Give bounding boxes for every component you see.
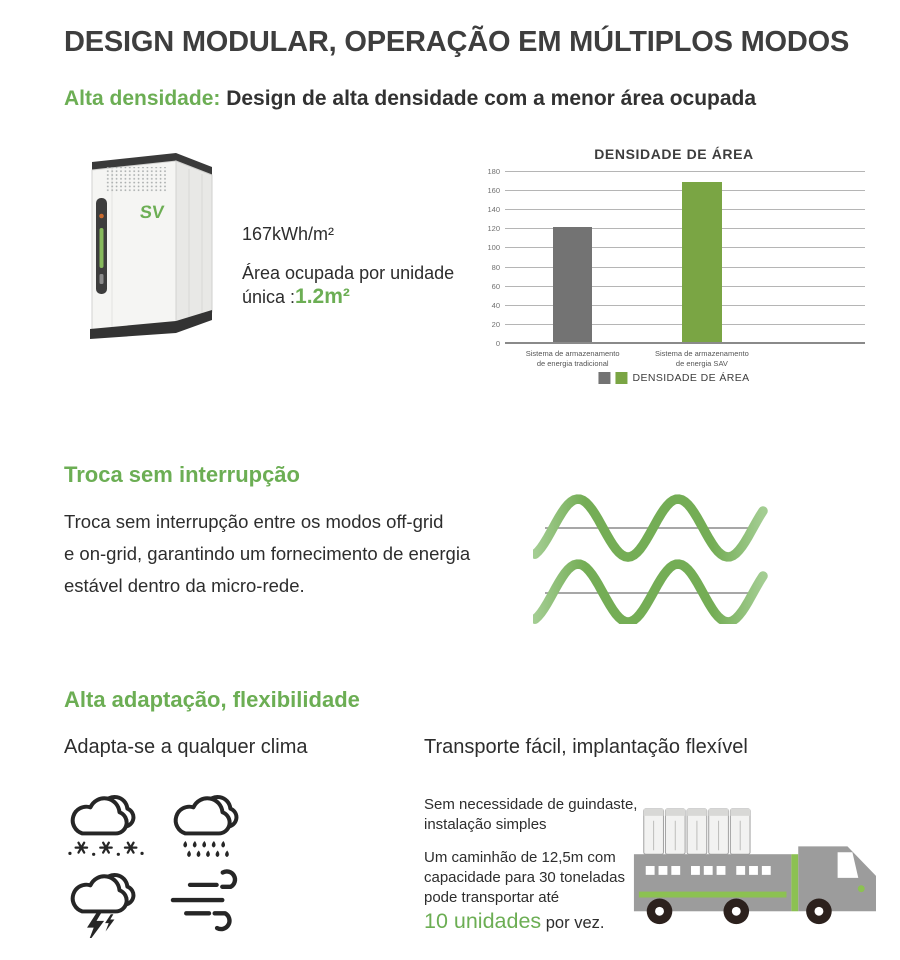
sv-logo: SV bbox=[138, 202, 166, 222]
wind-icon bbox=[157, 862, 260, 940]
y-axis-tick: 80 bbox=[491, 262, 500, 272]
sine-wave-icon bbox=[533, 476, 771, 624]
legend-label: DENSIDADE DE ÁREA bbox=[632, 372, 750, 384]
y-axis-tick: 180 bbox=[487, 167, 500, 176]
rain-cloud-icon bbox=[157, 784, 260, 862]
grid-line bbox=[505, 171, 865, 172]
y-axis-tick: 40 bbox=[491, 300, 500, 310]
y-axis-tick: 60 bbox=[491, 281, 500, 291]
area-density-chart bbox=[475, 140, 873, 388]
density-subtitle-label: Alta densidade: bbox=[64, 87, 221, 110]
weather-icons-grid bbox=[54, 784, 260, 940]
y-axis-tick: 120 bbox=[487, 224, 500, 234]
y-axis-tick: 20 bbox=[491, 319, 500, 329]
truck-icon bbox=[630, 793, 876, 941]
storage-cabinet-icon bbox=[76, 136, 226, 346]
transport-subtitle: Transporte fácil, implantação flexível bbox=[424, 736, 748, 758]
x-axis-label: Sistema de armazenamento de energia SAV bbox=[655, 349, 749, 369]
snow-cloud-icon bbox=[54, 784, 157, 862]
legend-swatch-gray bbox=[598, 372, 610, 384]
transport-note-crane: Sem necessidade de guindaste, instalação simples bbox=[424, 796, 638, 833]
cargo-cabinets bbox=[644, 809, 750, 854]
chart-legend bbox=[598, 372, 749, 384]
density-subtitle bbox=[64, 87, 756, 111]
x-axis-label: Sistema de armazenamento de energia tradicional bbox=[525, 349, 620, 369]
y-axis-tick: 0 bbox=[495, 339, 500, 348]
thunder-cloud-icon bbox=[54, 862, 157, 940]
units-highlight: 10 unidades bbox=[424, 909, 542, 933]
switching-heading: Troca sem interrupção bbox=[64, 462, 300, 487]
chart-title: DENSIDADE DE ÁREA bbox=[594, 146, 754, 162]
transport-notes bbox=[424, 795, 644, 934]
density-subtitle-text: Design de alta densidade com a menor área ocupada bbox=[220, 87, 757, 110]
y-axis-tick: 100 bbox=[487, 243, 500, 253]
legend-swatch-green bbox=[615, 372, 627, 384]
page-title: DESIGN MODULAR, OPERAÇÃO EM MÚLTIPLOS MODOS bbox=[64, 26, 850, 58]
density-stats bbox=[242, 224, 482, 309]
switching-body: Troca sem interrupção entre os modos off-grid e on-grid, garantindo um fornecimento de energia estável dentro da micro-rede. bbox=[64, 511, 471, 596]
grid-line bbox=[505, 342, 865, 344]
bar-traditional bbox=[553, 227, 593, 342]
truck-illustration bbox=[630, 793, 876, 941]
climate-subtitle: Adapta-se a qualquer clima bbox=[64, 736, 308, 758]
density-stat-area: Área ocupada por unidade única :1.2m² bbox=[242, 263, 455, 308]
y-axis-tick: 140 bbox=[487, 205, 500, 215]
sine-waves-illustration bbox=[533, 476, 771, 624]
adaptation-heading: Alta adaptação, flexibilidade bbox=[64, 687, 360, 712]
chart-plot-area bbox=[487, 167, 865, 369]
bar-sav bbox=[682, 182, 722, 342]
area-value: 1.2m² bbox=[295, 285, 350, 308]
y-axis-tick: 160 bbox=[487, 186, 500, 196]
storage-cabinet-illustration bbox=[76, 136, 226, 346]
indicator-led-icon bbox=[99, 214, 104, 219]
density-stat-kwh: 167kWh/m² bbox=[242, 224, 335, 244]
transport-highlight: 10 unidades por vez. bbox=[424, 909, 605, 933]
transport-note-truck: Um caminhão de 12,5m com capacidade para 30 toneladas pode transportar até bbox=[424, 849, 625, 906]
